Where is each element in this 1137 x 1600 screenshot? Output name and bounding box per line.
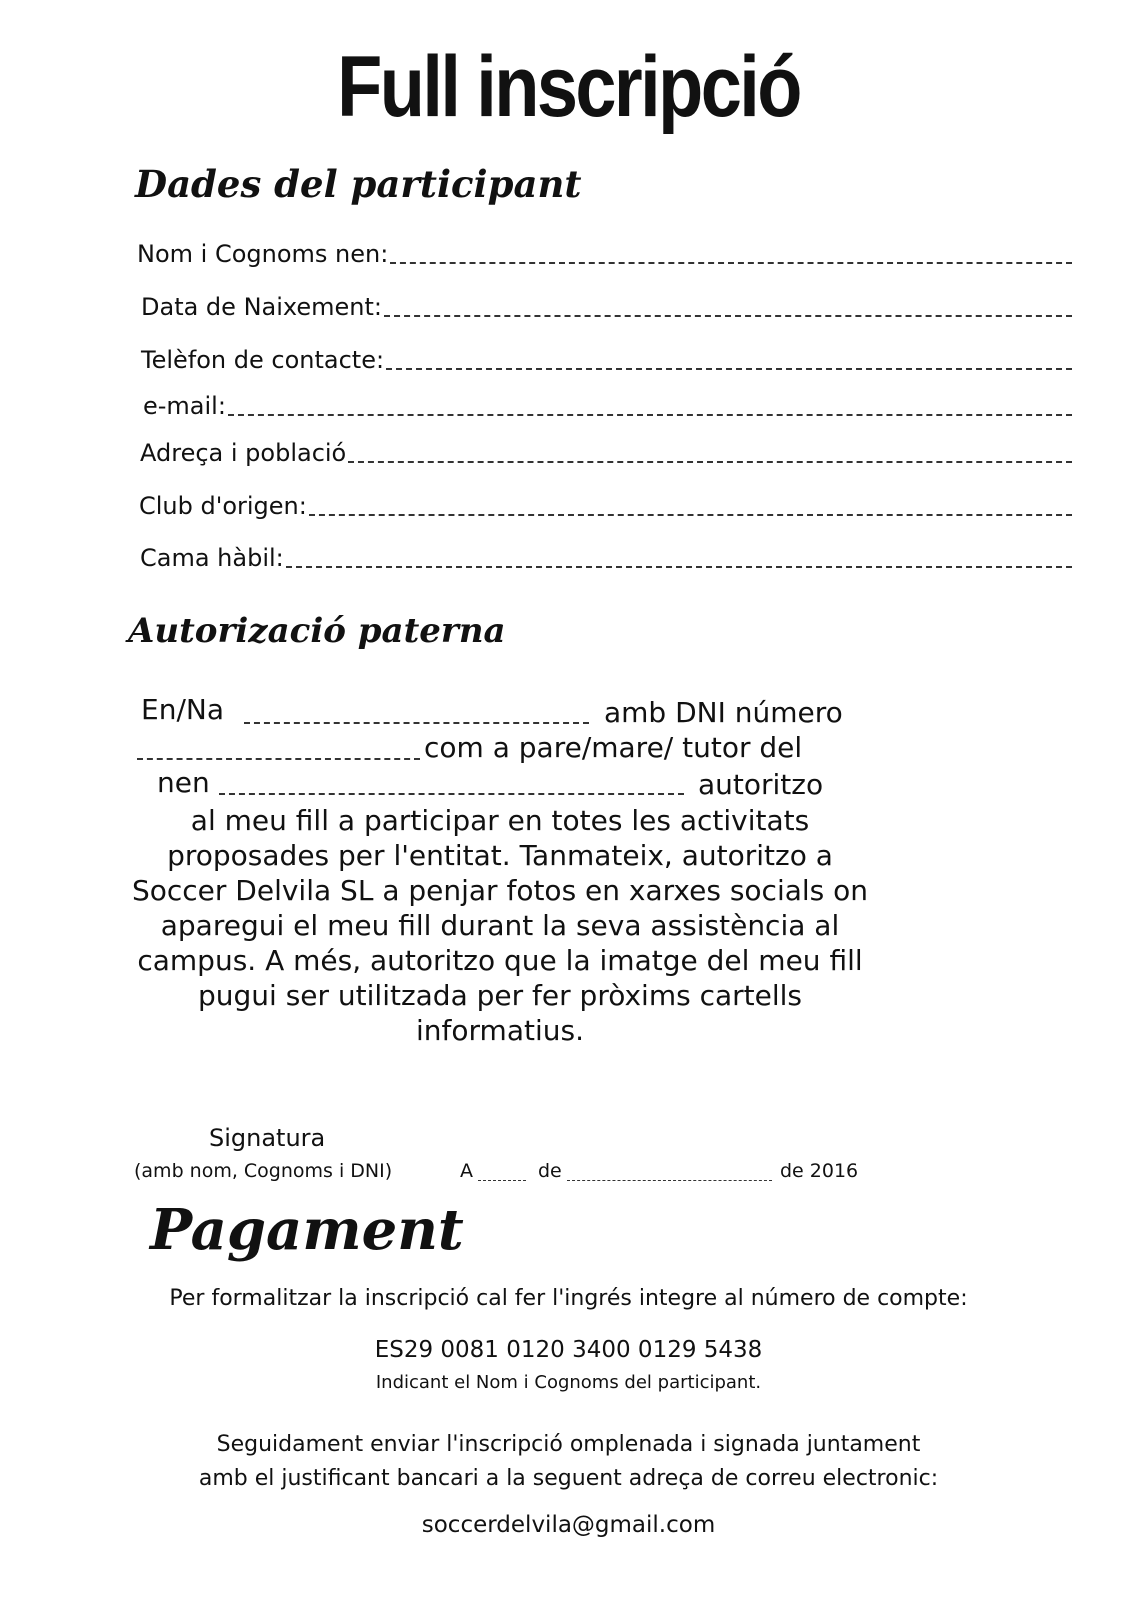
payment-intro: Per formalitzar la inscripció cal fer l'ingrés integre al número de compte: (169, 1286, 968, 1311)
field-origin-club[interactable] (139, 488, 1072, 522)
auth-guardian-label: com a pare/mare/ tutor del (424, 731, 803, 764)
auth-name-label: En/Na (141, 693, 224, 726)
signature-title: Signatura (209, 1124, 326, 1152)
field-phone[interactable] (141, 342, 1072, 376)
child-name-line[interactable] (219, 793, 684, 795)
auth-dni-label: amb DNI número (604, 696, 843, 729)
field-email[interactable] (143, 388, 1072, 422)
field-label: Adreça i població (140, 439, 347, 467)
fill-line[interactable] (286, 566, 1072, 568)
field-birth-date[interactable] (141, 289, 1072, 323)
contact-email[interactable]: soccerdelvila@gmail.com (421, 1512, 716, 1538)
signature-date-line[interactable] (567, 1180, 772, 1181)
send-instructions-line1: Seguidament enviar l'inscripció omplenada i signada juntament (216, 1432, 921, 1457)
fill-line[interactable] (309, 514, 1072, 516)
field-label: Club d'origen: (139, 492, 307, 520)
auth-authorize-label: autoritzo (698, 768, 824, 801)
fill-line[interactable] (386, 368, 1072, 370)
signature-subtitle: (amb nom, Cognoms i DNI) (134, 1160, 393, 1182)
authorization-text: al meu fill a participar en totes les activitats proposades per l'entitat. Tanmateix, autoritzo a Soccer Delvila SL a penjar fotos en xarxes socials on aparegui el meu fill durant la seva assistència al campus. A més, autoritzo que la imatge del meu fill pugui ser utilitzada per fer pròxims cartells informatius. (131, 804, 869, 1047)
page-title: Full inscripció (337, 39, 800, 135)
authorization-heading: Autorizació paterna (128, 611, 506, 651)
fill-line[interactable] (348, 461, 1072, 463)
signature-place-label: A (460, 1160, 473, 1182)
field-label: e-mail: (143, 392, 226, 420)
field-label: Cama hàbil: (140, 544, 284, 572)
fill-line[interactable] (390, 262, 1072, 264)
fill-line[interactable] (384, 315, 1072, 317)
bank-account-note: Indicant el Nom i Cognoms del participant. (375, 1372, 762, 1393)
dni-number-line[interactable] (137, 758, 420, 760)
field-label: Data de Naixement: (141, 293, 382, 321)
signature-date-label: de (538, 1160, 562, 1182)
participant-heading: Dades del participant (135, 162, 582, 206)
payment-heading: Pagament (150, 1197, 464, 1263)
signature-place-line[interactable] (478, 1180, 526, 1181)
field-label: Nom i Cognoms nen: (137, 240, 389, 268)
signature-year: de 2016 (780, 1160, 859, 1182)
guardian-name-line[interactable] (244, 722, 589, 724)
field-dominant-leg[interactable] (140, 540, 1072, 574)
field-label: Telèfon de contacte: (141, 346, 385, 374)
send-instructions-line2: amb el justificant bancari a la seguent adreça de correu electronic: (198, 1466, 939, 1491)
field-address[interactable] (140, 435, 1072, 469)
bank-account-number: ES29 0081 0120 3400 0129 5438 (374, 1337, 763, 1363)
fill-line[interactable] (228, 414, 1072, 416)
auth-child-label: nen (157, 766, 210, 799)
field-child-name[interactable] (137, 236, 1072, 270)
